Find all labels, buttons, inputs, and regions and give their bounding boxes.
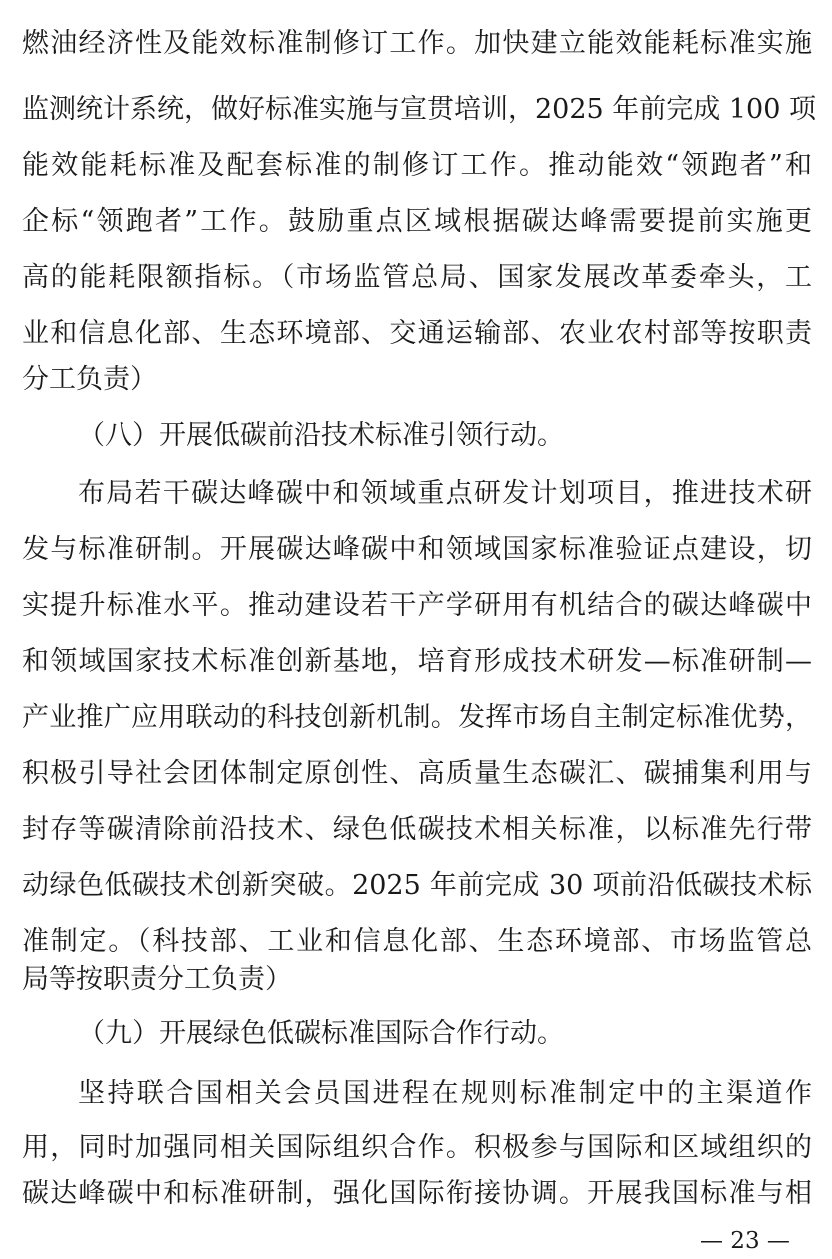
body-text-line: 局等按职责分工负责）: [22, 964, 292, 995]
body-text-line: 业和信息化部、生态环境部、交通运输部、农业农村部等按职责: [22, 318, 812, 349]
body-text-line: 封存等碳清除前沿技术、绿色低碳技术相关标准，以标准先行带: [22, 814, 812, 845]
body-text-line: 准制定。（科技部、工业和信息化部、生态环境部、市场监管总: [22, 926, 812, 957]
body-text-line: 监测统计系统，做好标准实施与宣贯培训，2025 年前完成 100 项: [22, 94, 816, 125]
body-text-line: 燃油经济性及能效标准制修订工作。加快建立能效能耗标准实施: [22, 28, 812, 59]
body-text-line: 动绿色低碳技术创新突破。2025 年前完成 30 项前沿低碳技术标: [22, 870, 812, 901]
body-text-line: 坚持联合国相关会员国进程在规则标准制定中的主渠道作: [78, 1078, 812, 1109]
body-text-line: 企标“领跑者”工作。鼓励重点区域根据碳达峰需要提前实施更: [22, 206, 812, 237]
section-heading: （八）开展低碳前沿技术标准引领行动。: [78, 420, 564, 451]
body-text-line: 能效能耗标准及配套标准的制修订工作。推动能效“领跑者”和: [22, 150, 812, 181]
body-text-line: 碳达峰碳中和标准研制，强化国际衔接协调。开展我国标准与相: [22, 1178, 812, 1209]
body-text-line: 布局若干碳达峰碳中和领域重点研发计划项目，推进技术研: [78, 478, 812, 509]
body-text-line: 实提升标准水平。推动建设若干产学研用有机结合的碳达峰碳中: [22, 590, 812, 621]
body-text-line: 产业推广应用联动的科技创新机制。发挥市场自主制定标准优势，: [22, 702, 812, 733]
body-text-line: 分工负责）: [22, 364, 157, 395]
body-text-line: 高的能耗限额指标。（市场监管总局、国家发展改革委牵头，工: [22, 262, 812, 293]
body-text-line: 积极引导社会团体制定原创性、高质量生态碳汇、碳捕集利用与: [22, 758, 812, 789]
body-text-line: 发与标准研制。开展碳达峰碳中和领域国家标准验证点建设，切: [22, 534, 812, 565]
body-text-line: 和领域国家技术标准创新基地，培育形成技术研发—标准研制—: [22, 646, 812, 677]
section-heading: （九）开展绿色低碳标准国际合作行动。: [78, 1018, 564, 1049]
body-text-line: 用，同时加强同相关国际组织合作。积极参与国际和区域组织的: [22, 1132, 812, 1163]
page-number: — 23 —: [700, 1228, 790, 1254]
